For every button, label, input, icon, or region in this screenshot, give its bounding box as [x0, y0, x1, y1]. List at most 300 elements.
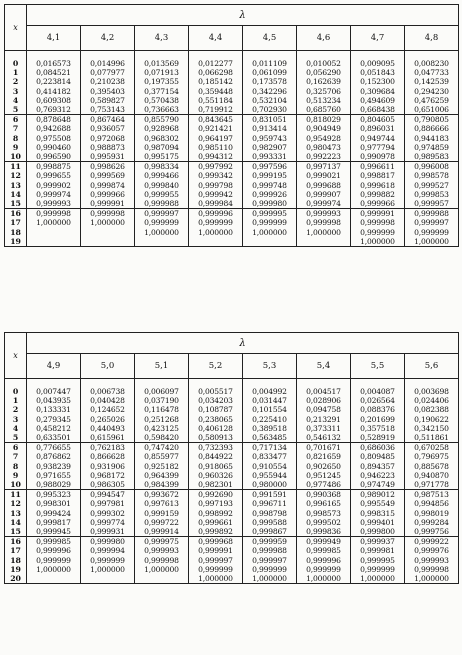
probability-value: 0,999998 [36, 209, 71, 219]
probability-cell [135, 115, 189, 162]
probability-value: 0,999998 [144, 555, 179, 565]
probability-value: 0,004087 [360, 387, 395, 396]
probability-value: 0,012277 [198, 59, 233, 68]
k-value: 11 [10, 490, 21, 500]
probability-value: 0,995175 [144, 152, 179, 162]
probability-value: 0,989583 [414, 152, 449, 162]
probability-value: 0,458212 [36, 423, 71, 433]
probability-value: 0,999999 [306, 564, 341, 574]
probability-value: 0,008230 [414, 59, 449, 68]
k-values-cell [5, 490, 27, 537]
probability-value: 0,999774 [90, 517, 125, 527]
probability-value: 0,995323 [36, 490, 71, 500]
probability-value: 0,753143 [90, 105, 125, 115]
row-group [5, 162, 459, 209]
poisson-table-top [4, 4, 459, 247]
probability-value: 0,999588 [252, 517, 287, 527]
probability-value: 1,000000 [306, 574, 341, 584]
probability-value: 1,000000 [198, 227, 233, 237]
probability-value: 0,124652 [90, 405, 125, 415]
k-value: 19 [10, 564, 21, 574]
probability-value: 0,999999 [144, 218, 179, 228]
probability-value: 0,440493 [90, 423, 125, 433]
probability-value: 0,999988 [414, 209, 449, 219]
probability-value: 0,992223 [306, 152, 341, 162]
probability-value: 0,999922 [414, 537, 449, 547]
probability-value: 0,999999 [414, 227, 449, 237]
probability-value: 0,998573 [306, 508, 341, 518]
probability-value: 0,790805 [414, 115, 449, 125]
lambda-value: 5,1 [135, 354, 189, 379]
probability-value: 0,999931 [90, 527, 125, 537]
probability-cell [135, 51, 189, 115]
probability-value: 0,980000 [252, 480, 287, 490]
probability-value: 0,061099 [252, 68, 287, 78]
probability-value: 0,494609 [360, 95, 395, 105]
probability-value: 0,999907 [306, 189, 341, 199]
probability-cell [243, 490, 297, 537]
probability-value: 0,913414 [252, 124, 287, 134]
probability-value: 0,999882 [360, 189, 395, 199]
probability-value: 0,999997 [144, 209, 179, 219]
probability-value: 0,809485 [360, 452, 395, 462]
probability-value: 0,701671 [306, 443, 341, 453]
lambda-value: 4,4 [189, 26, 243, 51]
probability-value: 0,999959 [252, 537, 287, 547]
probability-value: 1,000000 [306, 227, 341, 237]
probability-value: 0,999966 [360, 199, 395, 209]
probability-cell [243, 115, 297, 162]
probability-value: 0,998315 [360, 508, 395, 518]
probability-value: 0,736663 [144, 105, 179, 115]
probability-value: 0,357518 [360, 423, 395, 433]
probability-cell [351, 51, 405, 115]
probability-value: 0,855977 [144, 452, 179, 462]
probability-value: 1,000000 [36, 564, 71, 574]
probability-cell [27, 209, 81, 247]
k-values-cell [5, 537, 27, 584]
probability-value: 0,615961 [90, 433, 125, 443]
probability-value: 0,918065 [198, 461, 233, 471]
probability-value: 0,999284 [414, 517, 449, 527]
probability-value: 0,999159 [144, 508, 179, 518]
probability-value: 0,082388 [414, 405, 449, 415]
probability-value: 0,999722 [144, 517, 179, 527]
probability-value [243, 237, 296, 246]
k-value: 5 [12, 105, 19, 115]
probability-value: 0,003698 [414, 387, 449, 396]
probability-value: 0,996611 [360, 162, 395, 172]
k-value: 2 [12, 77, 19, 87]
probability-value: 0,999756 [414, 527, 449, 537]
probability-value [27, 237, 80, 246]
probability-value: 0,999976 [414, 546, 449, 556]
poisson-table-bottom [4, 332, 459, 584]
probability-value: 0,993331 [252, 152, 287, 162]
probability-value: 0,010052 [306, 59, 341, 68]
k-value: 12 [10, 499, 21, 509]
row-group [5, 51, 459, 115]
lambda-value: 5,2 [189, 354, 243, 379]
probability-value: 0,190622 [414, 414, 449, 424]
lambda-value: 4,9 [27, 354, 81, 379]
probability-value: 0,833477 [252, 452, 287, 462]
probability-value: 0,998019 [414, 508, 449, 518]
probability-value: 1,000000 [360, 236, 395, 246]
probability-value: 0,685760 [306, 105, 341, 115]
probability-value: 0,077977 [90, 68, 125, 78]
probability-value: 0,551184 [198, 95, 233, 105]
probability-value: 0,989012 [360, 490, 395, 500]
probability-value: 0,999996 [36, 546, 71, 556]
probability-value: 1,000000 [252, 574, 287, 584]
probability-value: 0,999988 [144, 199, 179, 209]
probability-cell [135, 443, 189, 490]
probability-cell [135, 379, 189, 443]
probability-cell [243, 51, 297, 115]
probability-value: 0,717134 [252, 443, 287, 453]
probability-value: 0,999991 [198, 546, 233, 556]
probability-value: 0,999999 [360, 227, 395, 237]
probability-value: 0,999997 [414, 218, 449, 228]
probability-value: 0,999942 [198, 189, 233, 199]
probability-cell [81, 443, 135, 490]
k-value: 2 [12, 405, 19, 415]
probability-value: 0,999993 [414, 555, 449, 565]
probability-value: 0,940870 [414, 470, 449, 480]
probability-value: 0,931906 [90, 461, 125, 471]
probability-value: 0,999817 [36, 517, 71, 527]
probability-value: 0,999840 [144, 180, 179, 190]
probability-value: 0,999999 [252, 564, 287, 574]
probability-value: 0,051843 [360, 68, 395, 78]
lambda-values-row [5, 26, 459, 51]
probability-value: 0,999527 [414, 180, 449, 190]
probability-value: 0,982907 [252, 142, 287, 152]
probability-cell [135, 537, 189, 584]
row-group [5, 490, 459, 537]
probability-value: 0,910554 [252, 461, 287, 471]
probability-value: 0,999999 [90, 555, 125, 565]
probability-cell [189, 51, 243, 115]
k-value: 11 [10, 162, 21, 172]
probability-value: 0,670258 [414, 443, 449, 453]
probability-value: 0,999800 [360, 527, 395, 537]
probability-value: 0,009095 [360, 59, 395, 68]
probability-value: 0,423125 [144, 423, 179, 433]
probability-value: 0,804605 [360, 115, 395, 125]
probability-value [189, 237, 242, 246]
probability-value: 0,406128 [198, 423, 233, 433]
probability-value: 0,990978 [360, 152, 395, 162]
probability-value: 0,968172 [90, 470, 125, 480]
probability-value: 0,996711 [252, 499, 287, 509]
probability-value: 0,999892 [198, 527, 233, 537]
probability-cell [27, 115, 81, 162]
probability-value: 0,004992 [252, 387, 287, 396]
probability-value: 1,000000 [144, 227, 179, 237]
lambda-value: 4,6 [297, 26, 351, 51]
probability-cell [243, 537, 297, 584]
probability-value: 0,999569 [90, 171, 125, 181]
probability-value: 0,999618 [360, 180, 395, 190]
probability-value: 0,998875 [36, 162, 71, 172]
probability-value: 0,997596 [252, 162, 287, 172]
probability-value: 0,894357 [360, 461, 395, 471]
probability-value: 0,999985 [36, 537, 71, 547]
probability-value: 0,031447 [252, 396, 287, 406]
probability-value [81, 574, 134, 583]
probability-value: 0,028906 [306, 396, 341, 406]
probability-value: 0,999995 [360, 555, 395, 565]
probability-value: 0,225410 [252, 414, 287, 424]
probability-cell [135, 209, 189, 247]
probability-value: 0,999988 [252, 546, 287, 556]
probability-cell [405, 209, 459, 247]
probability-value: 0,377154 [144, 86, 179, 96]
probability-value: 0,999999 [360, 564, 395, 574]
k-value: 5 [12, 433, 19, 443]
probability-value: 0,238065 [198, 414, 233, 424]
probability-cell [27, 490, 81, 537]
probability-value: 0,173578 [252, 77, 287, 87]
probability-value: 0,999655 [36, 171, 71, 181]
probability-value: 0,094758 [306, 405, 341, 415]
probability-value: 0,116478 [144, 405, 179, 415]
k-values-cell [5, 162, 27, 209]
probability-value: 0,990368 [306, 490, 341, 500]
probability-value: 0,395403 [90, 86, 125, 96]
probability-value [27, 228, 80, 237]
probability-value: 0,185142 [198, 77, 233, 87]
probability-value: 0,999991 [90, 199, 125, 209]
probability-value: 0,999867 [252, 527, 287, 537]
probability-value: 0,867464 [90, 115, 125, 125]
k-value: 3 [12, 414, 19, 424]
probability-value: 0,876862 [36, 452, 71, 462]
probability-value: 1,000000 [36, 218, 71, 228]
probability-value: 0,996008 [414, 162, 449, 172]
probability-cell [351, 443, 405, 490]
probability-value: 0,342150 [414, 423, 449, 433]
probability-value: 0,885678 [414, 461, 449, 471]
k-value: 15 [10, 527, 21, 537]
probability-value: 0,999902 [36, 180, 71, 190]
probability-value: 0,998992 [198, 508, 233, 518]
probability-value: 0,251268 [144, 414, 179, 424]
probability-value: 0,951245 [306, 470, 341, 480]
probability-value: 0,016573 [36, 59, 71, 68]
probability-value: 0,878648 [36, 115, 71, 125]
probability-value: 0,999945 [36, 527, 71, 537]
probability-value: 0,996165 [306, 499, 341, 509]
probability-value: 0,133331 [36, 405, 71, 415]
probability-value: 0,359448 [198, 86, 233, 96]
probability-value: 0,265026 [90, 414, 125, 424]
probability-value: 0,999993 [36, 199, 71, 209]
probability-cell [243, 209, 297, 247]
probability-cell [297, 537, 351, 584]
k-value: 7 [12, 124, 19, 134]
probability-value: 0,999968 [198, 537, 233, 547]
probability-value: 0,986305 [90, 480, 125, 490]
probability-value: 0,946223 [360, 470, 395, 480]
probability-value: 0,213291 [306, 414, 341, 424]
probability-cell [81, 51, 135, 115]
row-groups [5, 51, 459, 247]
probability-cell [27, 51, 81, 115]
k-value: 8 [12, 133, 19, 143]
probability-value: 0,974859 [414, 142, 449, 152]
row-group [5, 443, 459, 490]
probability-value: 0,006738 [90, 387, 125, 396]
probability-value: 0,999998 [414, 564, 449, 574]
probability-value: 0,942688 [36, 124, 71, 134]
probability-value: 0,014996 [90, 59, 125, 68]
probability-value: 0,954928 [306, 133, 341, 143]
probability-value: 0,999980 [90, 537, 125, 547]
probability-value: 0,844922 [198, 452, 233, 462]
probability-value: 0,769312 [36, 105, 71, 115]
probability-value: 0,152300 [360, 77, 395, 87]
probability-value: 0,668438 [360, 105, 395, 115]
probability-cell [351, 537, 405, 584]
probability-value: 0,980473 [306, 142, 341, 152]
k-value: 13 [10, 508, 21, 518]
probability-value: 0,546132 [306, 433, 341, 443]
k-value: 4 [12, 423, 19, 433]
probability-cell [81, 379, 135, 443]
probability-value: 0,993672 [144, 490, 179, 500]
probability-value: 0,342296 [252, 86, 287, 96]
lambda-header: λ [27, 5, 459, 26]
probability-value: 0,936057 [90, 124, 125, 134]
probability-value: 0,609308 [36, 95, 71, 105]
probability-value: 0,896031 [360, 124, 395, 134]
probability-value: 0,511861 [414, 433, 449, 443]
probability-value: 0,955944 [252, 470, 287, 480]
lambda-value: 4,5 [243, 26, 297, 51]
probability-value: 0,162639 [306, 77, 341, 87]
row-groups [5, 379, 459, 584]
probability-cell [405, 443, 459, 490]
lambda-header: λ [27, 333, 459, 354]
probability-value: 0,279345 [36, 414, 71, 424]
k-value: 6 [12, 443, 19, 453]
probability-value: 0,855790 [144, 115, 179, 125]
k-value: 16 [10, 537, 21, 547]
probability-value: 0,999342 [198, 171, 233, 181]
k-value: 10 [10, 480, 21, 490]
probability-value: 0,971778 [414, 480, 449, 490]
probability-cell [405, 162, 459, 209]
probability-value [81, 228, 134, 237]
probability-value: 0,999974 [306, 199, 341, 209]
probability-cell [297, 490, 351, 537]
probability-cell [405, 490, 459, 537]
probability-cell [405, 379, 459, 443]
probability-cell [297, 379, 351, 443]
probability-value: 0,997193 [198, 499, 233, 509]
probability-value: 0,223814 [36, 77, 71, 87]
probability-value: 0,719912 [198, 105, 233, 115]
probability-value: 0,651006 [414, 105, 449, 115]
probability-value: 0,024406 [414, 396, 449, 406]
probability-value: 0,990460 [36, 142, 71, 152]
probability-value: 0,373311 [306, 423, 341, 433]
probability-value: 0,988873 [90, 142, 125, 152]
probability-cell [405, 115, 459, 162]
probability-value: 0,040428 [90, 396, 125, 406]
k-value: 0 [12, 59, 19, 68]
probability-value [81, 237, 134, 246]
probability-value: 0,210238 [90, 77, 125, 87]
probability-value: 0,998578 [414, 171, 449, 181]
probability-cell [351, 162, 405, 209]
probability-value: 0,999997 [198, 555, 233, 565]
probability-value: 0,005517 [198, 387, 233, 396]
probability-cell [243, 162, 297, 209]
probability-value: 0,007447 [36, 387, 71, 396]
probability-cell [297, 51, 351, 115]
probability-value: 0,563485 [252, 433, 287, 443]
probability-value: 0,999798 [198, 180, 233, 190]
k-value: 18 [10, 227, 21, 237]
probability-value: 0,999999 [198, 218, 233, 228]
probability-cell [135, 490, 189, 537]
probability-value: 0,821659 [306, 452, 341, 462]
probability-cell [81, 209, 135, 247]
probability-value: 0,999998 [360, 218, 395, 228]
probability-cell [405, 51, 459, 115]
row-group [5, 209, 459, 247]
probability-value: 0,747420 [144, 443, 179, 453]
k-value: 20 [10, 574, 21, 584]
probability-value: 0,988029 [36, 480, 71, 490]
probability-value: 0,999981 [360, 546, 395, 556]
k-values-cell [5, 209, 27, 247]
probability-value: 0,960326 [198, 470, 233, 480]
probability-cell [81, 115, 135, 162]
probability-value: 0,999993 [306, 209, 341, 219]
probability-value: 0,325706 [306, 86, 341, 96]
probability-cell [297, 115, 351, 162]
k-value: 17 [10, 218, 21, 228]
probability-value: 0,999999 [36, 555, 71, 565]
probability-value: 0,066298 [198, 68, 233, 78]
lambda-values-row [5, 354, 459, 379]
probability-cell [27, 162, 81, 209]
probability-value: 0,944183 [414, 133, 449, 143]
probability-value: 0,071913 [144, 68, 179, 78]
probability-cell [351, 209, 405, 247]
probability-value: 0,971655 [36, 470, 71, 480]
probability-value: 0,037190 [144, 396, 179, 406]
probability-cell [243, 443, 297, 490]
probability-value: 0,999914 [144, 527, 179, 537]
probability-value: 0,994312 [198, 152, 233, 162]
probability-value: 0,921421 [198, 124, 233, 134]
probability-value: 0,999998 [90, 209, 125, 219]
probability-value: 0,999994 [90, 546, 125, 556]
probability-cell [351, 490, 405, 537]
probability-value: 0,528919 [360, 433, 395, 443]
probability-value: 0,999996 [198, 209, 233, 219]
probability-value: 0,949744 [360, 133, 395, 143]
probability-cell [135, 162, 189, 209]
probability-value: 0,999991 [360, 209, 395, 219]
probability-value: 0,964399 [144, 470, 179, 480]
